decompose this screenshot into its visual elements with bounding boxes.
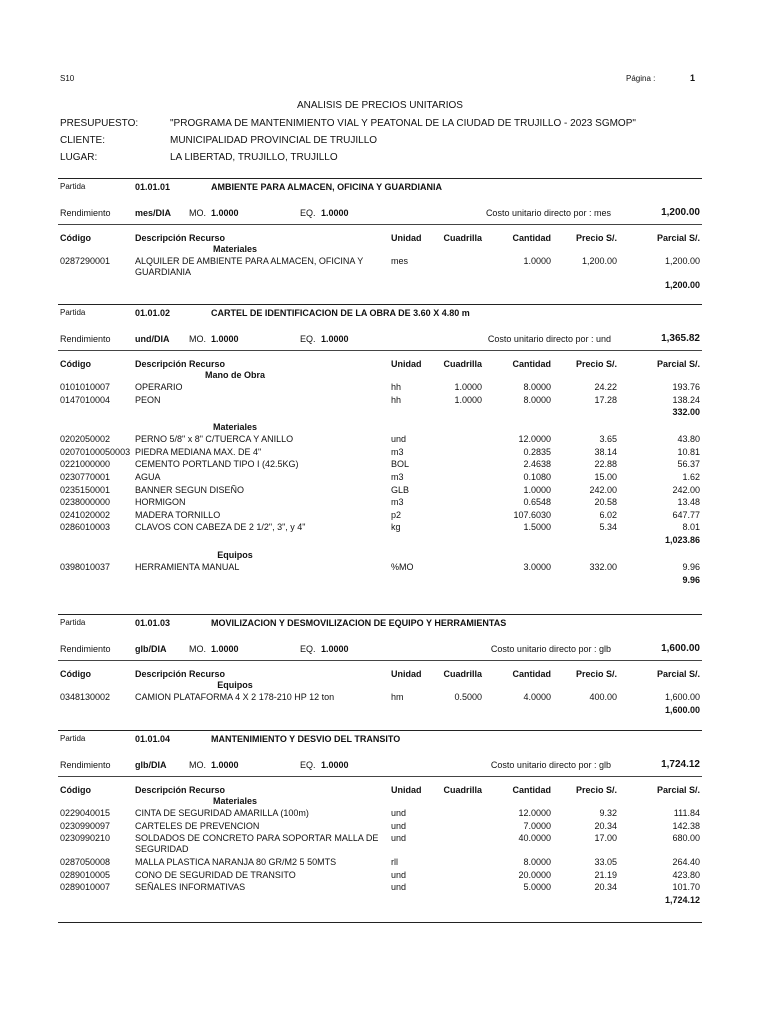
col-parcial: Parcial S/. — [656, 359, 700, 369]
resource-precio: 1,200.00 — [581, 256, 617, 266]
partida-title: CARTEL DE IDENTIFICACION DE LA OBRA DE 3.60 X 4.80 m — [211, 308, 470, 318]
resource-code: 0230990097 — [60, 820, 111, 831]
mo-value: 1.0000 — [211, 760, 239, 770]
resource-cantidad: 1.0000 — [523, 256, 551, 266]
partida-title: MOVILIZACION Y DESMOVILIZACION DE EQUIPO Y HERRAMIENTAS — [211, 618, 507, 628]
resource-description: SEGURIDAD — [135, 844, 189, 855]
cliente-label: CLIENTE: — [60, 135, 106, 146]
col-unidad: Unidad — [391, 785, 422, 795]
resource-parcial: 142.38 — [672, 820, 700, 831]
resource-cantidad: 1.5000 — [523, 522, 551, 533]
partida-label: Partida — [60, 618, 86, 627]
resource-code: 0147010004 — [60, 394, 111, 405]
col-unidad: Unidad — [391, 669, 422, 679]
resource-cantidad: 107.6030 — [513, 509, 551, 520]
resource-cantidad: 8.0000 — [523, 857, 551, 868]
resource-code: 0241020002 — [60, 509, 111, 520]
rendimiento-label: Rendimiento — [60, 334, 111, 344]
resource-unit: und — [391, 882, 407, 893]
rendimiento-rule — [58, 776, 702, 777]
mo-label: MO. — [189, 208, 206, 218]
resource-precio: 3.65 — [599, 434, 617, 445]
resource-precio: 22.88 — [594, 459, 617, 470]
resource-unit: hm — [391, 692, 404, 702]
eq-label: EQ. — [300, 644, 316, 654]
resource-cantidad: 4.0000 — [523, 692, 551, 702]
col-cantidad: Cantidad — [512, 233, 551, 243]
costo-unitario-label: Costo unitario directo por : glb — [490, 760, 611, 770]
resource-parcial: 1.62 — [682, 472, 700, 482]
resource-cantidad: 7.0000 — [523, 820, 551, 831]
resource-description: HORMIGON — [135, 497, 186, 508]
rendimiento-label: Rendimiento — [60, 760, 111, 770]
resource-precio: 5.34 — [599, 522, 617, 533]
mo-label: MO. — [189, 644, 206, 654]
col-codigo: Código — [60, 785, 91, 795]
lugar-label: LUGAR: — [60, 152, 98, 163]
resource-unit: hh — [391, 382, 402, 392]
col-cantidad: Cantidad — [512, 359, 551, 369]
col-cantidad: Cantidad — [512, 669, 551, 679]
partida-title: AMBIENTE PARA ALMACEN, OFICINA Y GUARDIANIA — [211, 182, 443, 192]
partida-code: 01.01.03 — [135, 618, 171, 628]
resource-code: 0221000000 — [60, 459, 111, 470]
resource-description: MADERA TORNILLO — [135, 509, 221, 520]
resource-code: 02070100050003 — [60, 446, 131, 457]
resource-parcial: 193.76 — [672, 382, 700, 392]
resource-precio: 24.22 — [594, 382, 617, 392]
resource-cantidad: 5.0000 — [523, 882, 551, 893]
resource-code: 0230770001 — [60, 472, 111, 482]
col-unidad: Unidad — [391, 359, 422, 369]
resource-parcial: 13.48 — [677, 497, 700, 508]
resource-unit: m3 — [391, 446, 404, 457]
resource-description: PERNO 5/8" x 8" C/TUERCA Y ANILLO — [135, 434, 294, 445]
resource-unit: und — [391, 833, 407, 844]
resource-parcial: 1,600.00 — [664, 692, 700, 702]
resource-precio: 332.00 — [589, 562, 617, 572]
resource-precio: 33.05 — [594, 857, 617, 868]
costo-unitario-label: Costo unitario directo por : und — [487, 334, 611, 344]
mo-value: 1.0000 — [211, 208, 239, 218]
col-cuadrilla: Cuadrilla — [443, 233, 482, 243]
resource-description: CARTELES DE PREVENCION — [135, 820, 260, 831]
resource-unit: und — [391, 869, 407, 880]
resource-description: MALLA PLASTICA NARANJA 80 GR/M2 5 50MTS — [135, 857, 337, 868]
rendimiento-label: Rendimiento — [60, 208, 111, 218]
lugar-value: LA LIBERTAD, TRUJILLO, TRUJILLO — [170, 152, 338, 163]
resource-parcial: 242.00 — [672, 484, 700, 495]
resource-unit: m3 — [391, 497, 404, 508]
resource-code: 0101010007 — [60, 382, 111, 392]
cliente-value: MUNICIPALIDAD PROVINCIAL DE TRUJILLO — [170, 135, 378, 146]
resource-precio: 20.34 — [594, 882, 617, 893]
resource-precio: 400.00 — [589, 692, 617, 702]
resource-cuadrilla: 1.0000 — [454, 394, 482, 405]
resource-unit: %MO — [391, 562, 414, 572]
resource-description: HERRAMIENTA MANUAL — [135, 562, 240, 572]
resource-cantidad: 0.2835 — [523, 446, 551, 457]
col-cantidad: Cantidad — [512, 785, 551, 795]
resource-precio: 17.00 — [594, 833, 617, 844]
partida-label: Partida — [60, 308, 86, 317]
col-precio: Precio S/. — [575, 669, 617, 679]
col-cuadrilla: Cuadrilla — [443, 785, 482, 795]
resource-code: 0230990210 — [60, 833, 111, 844]
resource-unit: und — [391, 434, 407, 445]
resource-parcial: 8.01 — [682, 522, 700, 533]
partida-code: 01.01.01 — [135, 182, 171, 192]
resource-cuadrilla: 1.0000 — [454, 382, 482, 392]
resource-precio: 6.02 — [599, 509, 617, 520]
resource-description: SOLDADOS DE CONCRETO PARA SOPORTAR MALLA DE — [135, 833, 379, 844]
costo-unitario-value: 1,600.00 — [661, 643, 700, 654]
resource-unit: kg — [391, 522, 401, 533]
resource-code: 0286010003 — [60, 522, 111, 533]
group-heading: Equipos — [217, 550, 253, 560]
resource-code: 0202050002 — [60, 434, 111, 445]
col-unidad: Unidad — [391, 233, 422, 243]
rendimiento-unit: und/DIA — [135, 334, 170, 344]
group-heading: Equipos — [217, 680, 253, 690]
resource-cantidad: 12.0000 — [518, 808, 551, 818]
group-subtotal: 1,600.00 — [664, 704, 700, 715]
resource-code: 0238000000 — [60, 497, 111, 508]
group-subtotal: 1,200.00 — [664, 280, 700, 290]
col-descripcion: Descripción Recurso — [135, 359, 226, 369]
report-code: S10 — [60, 74, 75, 83]
group-subtotal: 1,724.12 — [664, 895, 700, 905]
resource-code: 0289010007 — [60, 882, 111, 893]
resource-description: SEÑALES INFORMATIVAS — [135, 882, 246, 893]
group-subtotal: 1,023.86 — [664, 535, 700, 545]
resource-unit: mes — [391, 256, 409, 266]
partida-top-rule — [58, 614, 702, 615]
resource-code: 0287290001 — [60, 256, 111, 266]
resource-cantidad: 0.6548 — [523, 497, 551, 508]
col-codigo: Código — [60, 669, 91, 679]
resource-parcial: 138.24 — [672, 394, 700, 405]
partida-label: Partida — [60, 182, 86, 191]
presupuesto-value: "PROGRAMA DE MANTENIMIENTO VIAL Y PEATONAL DE LA CIUDAD DE TRUJILLO - 2023 SGMOP" — [170, 118, 636, 129]
col-codigo: Código — [60, 359, 91, 369]
resource-unit: und — [391, 808, 407, 818]
col-precio: Precio S/. — [575, 359, 617, 369]
resource-parcial: 111.84 — [673, 808, 700, 818]
col-precio: Precio S/. — [575, 785, 617, 795]
eq-label: EQ. — [300, 334, 316, 344]
resource-cantidad: 1.0000 — [523, 484, 551, 495]
costo-unitario-value: 1,200.00 — [661, 207, 700, 218]
partida-top-rule — [58, 730, 702, 731]
resource-cantidad: 20.0000 — [518, 869, 551, 880]
col-parcial: Parcial S/. — [656, 785, 700, 795]
resource-description: CLAVOS CON CABEZA DE 2 1/2", 3", y 4" — [135, 522, 306, 533]
resource-cantidad: 2.4638 — [523, 459, 551, 470]
col-cuadrilla: Cuadrilla — [443, 359, 482, 369]
partida-label: Partida — [60, 734, 86, 743]
resource-description: BANNER SEGUN DISEÑO — [135, 484, 245, 495]
col-precio: Precio S/. — [575, 233, 617, 243]
resource-precio: 17.28 — [594, 394, 617, 405]
resource-description: PIEDRA MEDIANA MAX. DE 4" — [135, 446, 262, 457]
rendimiento-unit: glb/DIA — [135, 644, 167, 654]
resource-unit: rll — [391, 857, 398, 868]
rendimiento-rule — [58, 224, 702, 225]
col-parcial: Parcial S/. — [656, 669, 700, 679]
resource-code: 0289010005 — [60, 869, 111, 880]
resource-code: 0348130002 — [60, 692, 111, 702]
resource-parcial: 423.80 — [672, 869, 700, 880]
resource-precio: 20.58 — [594, 497, 617, 508]
resource-parcial: 56.37 — [677, 459, 700, 470]
partida-code: 01.01.04 — [135, 734, 171, 744]
resource-precio: 38.14 — [594, 446, 617, 457]
resource-code: 0398010037 — [60, 562, 111, 572]
resource-unit: hh — [391, 394, 402, 405]
resource-unit: GLB — [391, 484, 410, 495]
resource-description: ALQUILER DE AMBIENTE PARA ALMACEN, OFICINA Y — [135, 256, 364, 266]
mo-value: 1.0000 — [211, 334, 239, 344]
partida-top-rule — [58, 304, 702, 305]
group-heading: Materiales — [212, 244, 258, 254]
eq-label: EQ. — [300, 760, 316, 770]
presupuesto-label: PRESUPUESTO: — [60, 118, 139, 129]
resource-code: 0229040015 — [60, 808, 111, 818]
col-descripcion: Descripción Recurso — [135, 669, 226, 679]
resource-parcial: 1,200.00 — [664, 256, 700, 266]
rendimiento-label: Rendimiento — [60, 644, 111, 654]
resource-description: GUARDIANIA — [135, 267, 192, 277]
eq-label: EQ. — [300, 208, 316, 218]
partida-title: MANTENIMIENTO Y DESVIO DEL TRANSITO — [211, 734, 401, 744]
resource-parcial: 9.96 — [682, 562, 700, 572]
col-descripcion: Descripción Recurso — [135, 233, 226, 243]
group-subtotal: 9.96 — [682, 574, 700, 585]
resource-cantidad: 0.1080 — [523, 472, 551, 482]
eq-value: 1.0000 — [321, 644, 349, 654]
resource-precio: 21.19 — [594, 869, 617, 880]
resource-parcial: 264.40 — [672, 857, 700, 868]
col-cuadrilla: Cuadrilla — [443, 669, 482, 679]
resource-cantidad: 40.0000 — [518, 833, 551, 844]
col-codigo: Código — [60, 233, 91, 243]
partida-code: 01.01.02 — [135, 308, 171, 318]
page-label: Página : — [626, 74, 656, 83]
resource-precio: 242.00 — [589, 484, 617, 495]
resource-unit: m3 — [391, 472, 404, 482]
resource-parcial: 43.80 — [677, 434, 700, 445]
rendimiento-rule — [58, 350, 702, 351]
resource-precio: 20.34 — [594, 820, 617, 831]
mo-value: 1.0000 — [211, 644, 239, 654]
group-heading: Materiales — [212, 796, 258, 806]
rendimiento-unit: glb/DIA — [135, 760, 167, 770]
eq-value: 1.0000 — [321, 760, 349, 770]
resource-description: CINTA DE SEGURIDAD AMARILLA (100m) — [135, 808, 309, 818]
rendimiento-rule — [58, 660, 702, 661]
mo-label: MO. — [189, 334, 206, 344]
col-parcial: Parcial S/. — [656, 233, 700, 243]
group-heading: Mano de Obra — [205, 370, 266, 380]
resource-description: CONO DE SEGURIDAD DE TRANSITO — [135, 869, 296, 880]
resource-cuadrilla: 0.5000 — [454, 692, 482, 702]
resource-description: CAMION PLATAFORMA 4 X 2 178-210 HP 12 ton — [135, 692, 335, 702]
page-bottom-rule — [58, 922, 702, 923]
mo-label: MO. — [189, 760, 206, 770]
group-subtotal: 332.00 — [672, 407, 700, 418]
resource-cantidad: 3.0000 — [523, 562, 551, 572]
page-number: 1 — [690, 73, 696, 83]
rendimiento-unit: mes/DIA — [135, 208, 172, 218]
resource-cantidad: 12.0000 — [518, 434, 551, 445]
resource-cantidad: 8.0000 — [523, 394, 551, 405]
eq-value: 1.0000 — [321, 334, 349, 344]
resource-code: 0287050008 — [60, 857, 111, 868]
partida-top-rule — [58, 178, 702, 179]
resource-parcial: 10.81 — [677, 446, 700, 457]
resource-precio: 9.32 — [599, 808, 617, 818]
costo-unitario-label: Costo unitario directo por : glb — [490, 644, 611, 654]
document-title: ANALISIS DE PRECIOS UNITARIOS — [297, 100, 463, 111]
group-heading: Materiales — [212, 422, 258, 433]
resource-description: AGUA — [135, 472, 161, 482]
resource-parcial: 101.70 — [672, 882, 700, 893]
resource-code: 0235150001 — [60, 484, 111, 495]
resource-unit: p2 — [391, 509, 402, 520]
resource-parcial: 680.00 — [672, 833, 700, 844]
resource-description: CEMENTO PORTLAND TIPO I (42.5KG) — [135, 459, 299, 470]
resource-description: PEON — [135, 394, 161, 405]
resource-unit: BOL — [391, 459, 410, 470]
costo-unitario-value: 1,724.12 — [661, 759, 700, 770]
col-descripcion: Descripción Recurso — [135, 785, 226, 795]
resource-parcial: 647.77 — [672, 509, 700, 520]
resource-precio: 15.00 — [594, 472, 617, 482]
costo-unitario-label: Costo unitario directo por : mes — [485, 208, 611, 218]
resource-unit: und — [391, 820, 407, 831]
costo-unitario-value: 1,365.82 — [661, 333, 700, 344]
eq-value: 1.0000 — [321, 208, 349, 218]
resource-cantidad: 8.0000 — [523, 382, 551, 392]
resource-description: OPERARIO — [135, 382, 183, 392]
